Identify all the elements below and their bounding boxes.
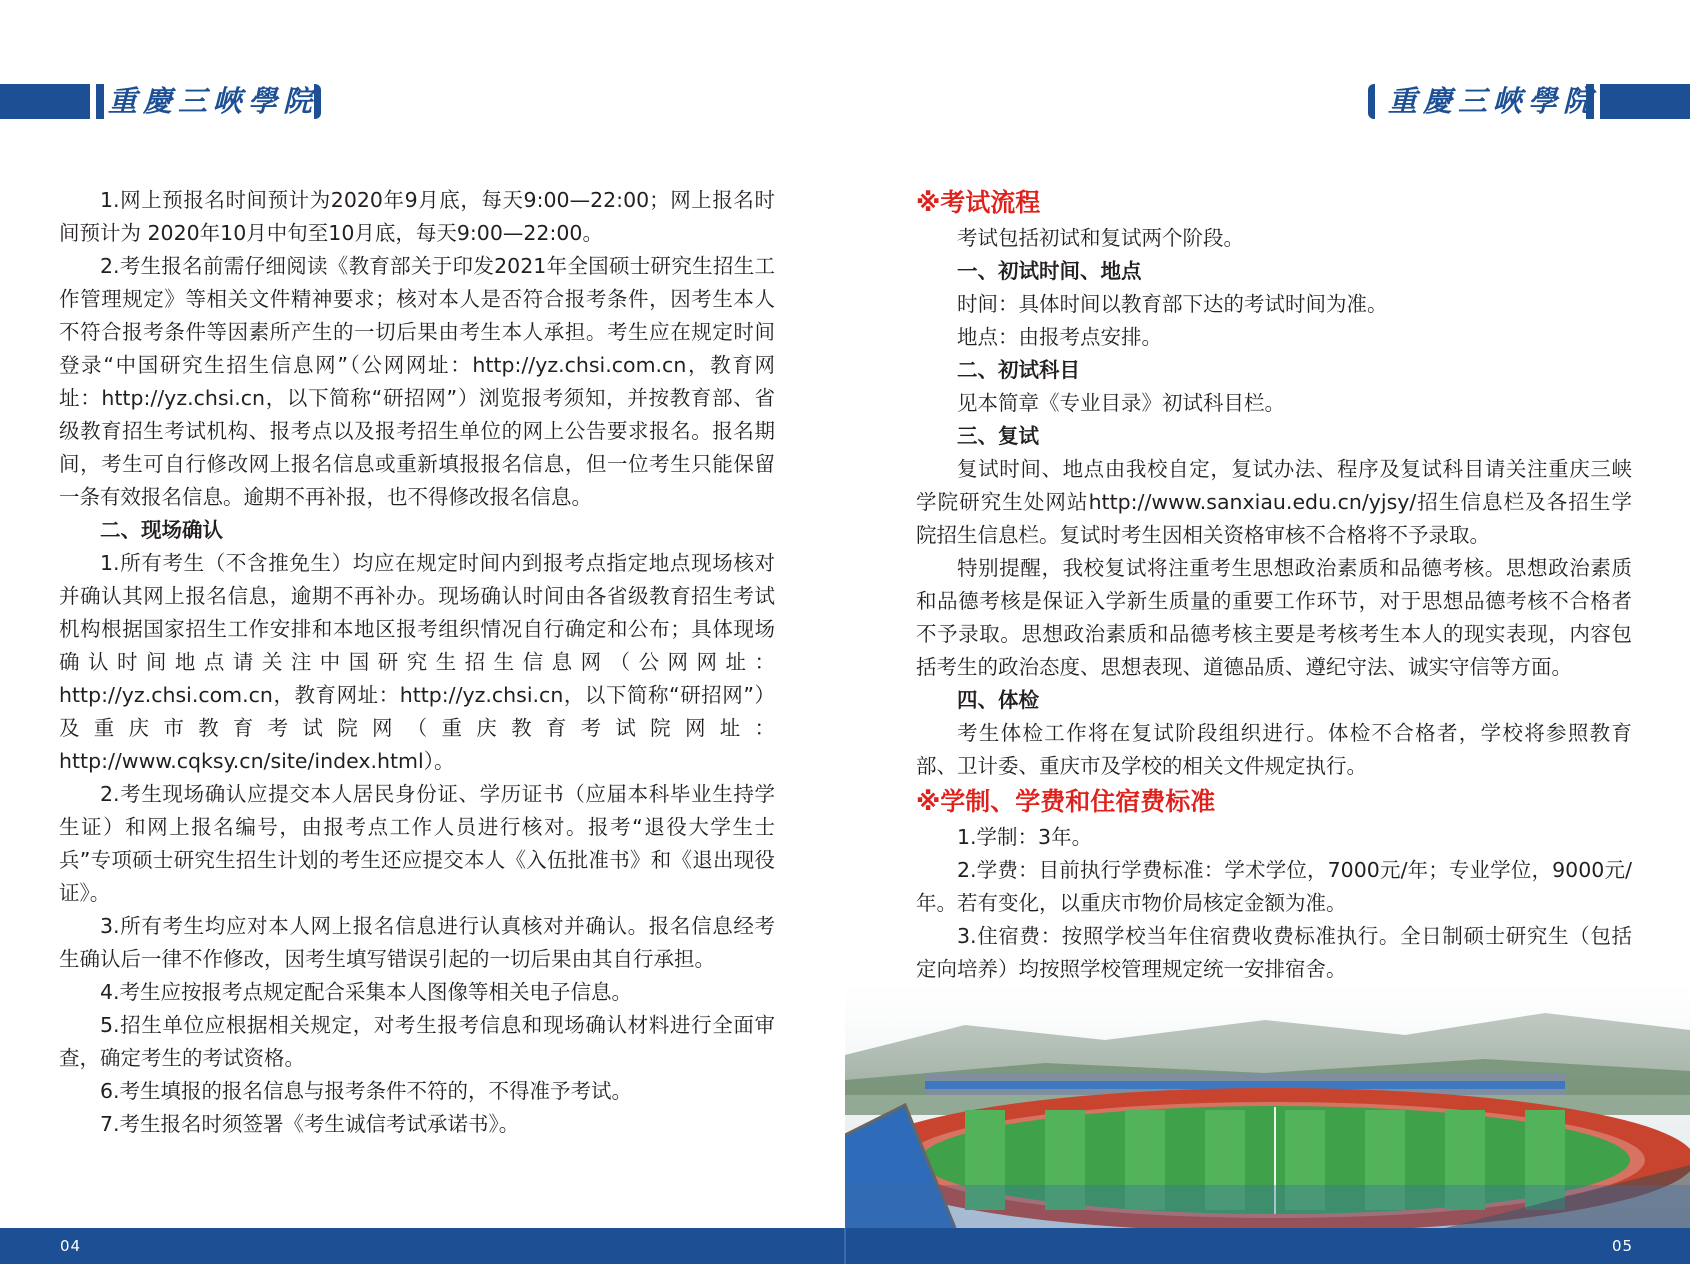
left-page-body	[59, 184, 775, 1141]
paragraph: 1.学制：3年。	[957, 825, 1093, 849]
right-page-body	[916, 184, 1632, 986]
paragraph: 2.考生现场确认应提交本人居民身份证、学历证书（应届本科毕业生持学生证）和网上报名编号，由报考点工作人员进行核对。报考“退役大学生士兵”专项硕士研究生招生计划的考生还应提交本人《入伍批准书》和《退出现役证》。	[59, 782, 775, 905]
paragraph: 3.住宿费：按照学校当年住宿费收费标准执行。全日制硕士研究生（包括定向培养）均按照学校管理规定统一安排宿舍。	[916, 924, 1632, 981]
paragraph: 3.所有考生均应对本人网上报名信息进行认真核对并确认。报名信息经考生确认后一律不作修改，因考生填写错误引起的一切后果由其自行承担。	[59, 914, 775, 971]
page-number-right: 05	[1612, 1237, 1634, 1255]
school-logo-right: 重慶三峽學院	[1388, 84, 1599, 118]
fee-standard-title: ※学制、学费和住宿费标准	[916, 787, 1216, 816]
paragraph: 5.招生单位应根据相关规定，对考生报考信息和现场确认材料进行全面审查，确定考生的考试资格。	[59, 1013, 775, 1070]
header-bar-right	[1600, 84, 1690, 119]
school-logo-left: 重慶三峽學院	[108, 84, 319, 118]
exam-intro: 考试包括初试和复试两个阶段。	[957, 226, 1244, 250]
paragraph: 4.考生应按报考点规定配合采集本人图像等相关电子信息。	[100, 980, 633, 1004]
paragraph: 见本简章《专业目录》初试科目栏。	[957, 391, 1285, 415]
paragraph: 7.考生报名时须签署《考生诚信考试承诺书》。	[100, 1112, 520, 1136]
header-bar-left	[0, 84, 90, 119]
section-heading: 二、现场确认	[100, 518, 223, 542]
paragraph: 考生体检工作将在复试阶段组织进行。体检不合格者，学校将参照教育部、卫计委、重庆市及学校的相关文件规定执行。	[916, 721, 1632, 778]
section-heading: 二、初试科目	[957, 358, 1080, 382]
paragraph: 1.网上预报名时间预计为2020年9月底，每天9:00—22:00；网上报名时间预计为 2020年10月中旬至10月底，每天9:00—22:00。	[59, 188, 775, 245]
paragraph: 地点：由报考点安排。	[957, 325, 1162, 349]
section-heading: 四、体检	[957, 688, 1039, 712]
stadium-photo	[845, 985, 1690, 1228]
paragraph: 1.所有考生（不含推免生）均应在规定时间内到报考点指定地点现场核对并确认其网上报名信息，逾期不再补办。现场确认时间由各省级教育招生考试机构根据国家招生工作安排和本地区报考组织情况自行确定和公布；具体现场确认时间地点请关注中国研究生招生信息网（公网网址：http://yz.chsi.com.cn，教育网址：http://yz.chsi.cn，以下简称“研招网”）及重庆市教育考试院网（重庆教育考试院网址：http://www.cqksy.cn/site/index.html）。	[59, 551, 775, 773]
header-bar-right-end	[1368, 84, 1375, 119]
paragraph: 6.考生填报的报名信息与报考条件不符的，不得准予考试。	[100, 1079, 633, 1103]
paragraph: 时间：具体时间以教育部下达的考试时间为准。	[957, 292, 1388, 316]
paragraph: 2.考生报名前需仔细阅读《教育部关于印发2021年全国硕士研究生招生工作管理规定》等相关文件精神要求；核对本人是否符合报考条件，因考生本人不符合报考条件等因素所产生的一切后果由考生本人承担。考生应在规定时间登录“中国研究生招生信息网”（公网网址：http://yz.chsi.com.cn，教育网址：http://yz.chsi.cn，以下简称“研招网”）浏览报考须知，并按教育部、省级教育招生考试机构、报考点以及报考招生单位的网上公告要求报名。报名期间，考生可自行修改网上报名信息或重新填报报名信息，但一位考生只能保留一条有效报名信息。逾期不再补报，也不得修改报名信息。	[59, 254, 775, 509]
page-number-left: 04	[60, 1237, 82, 1255]
section-heading: 三、复试	[957, 424, 1039, 448]
exam-process-title: ※考试流程	[916, 188, 1041, 217]
paragraph: 2.学费：目前执行学费标准：学术学位，7000元/年；专业学位，9000元/年。若有变化，以重庆市物价局核定金额为准。	[916, 858, 1632, 915]
header-bar-left-cap	[96, 84, 104, 119]
page-spine	[844, 1228, 846, 1264]
section-heading: 一、初试时间、地点	[957, 259, 1142, 283]
paragraph: 复试时间、地点由我校自定，复试办法、程序及复试科目请关注重庆三峡学院研究生处网站http://www.sanxiau.edu.cn/yjsy/招生信息栏及各招生学院招生信息栏。复试时考生因相关资格审核不合格将不予录取。	[916, 457, 1632, 547]
paragraph: 特别提醒，我校复试将注重考生思想政治素质和品德考核。思想政治素质和品德考核是保证入学新生质量的重要工作环节，对于思想品德考核不合格者不予录取。思想政治素质和品德考核主要是考核考生本人的现实表现，内容包括考生的政治态度、思想表现、道德品质、遵纪守法、诚实守信等方面。	[916, 556, 1632, 679]
